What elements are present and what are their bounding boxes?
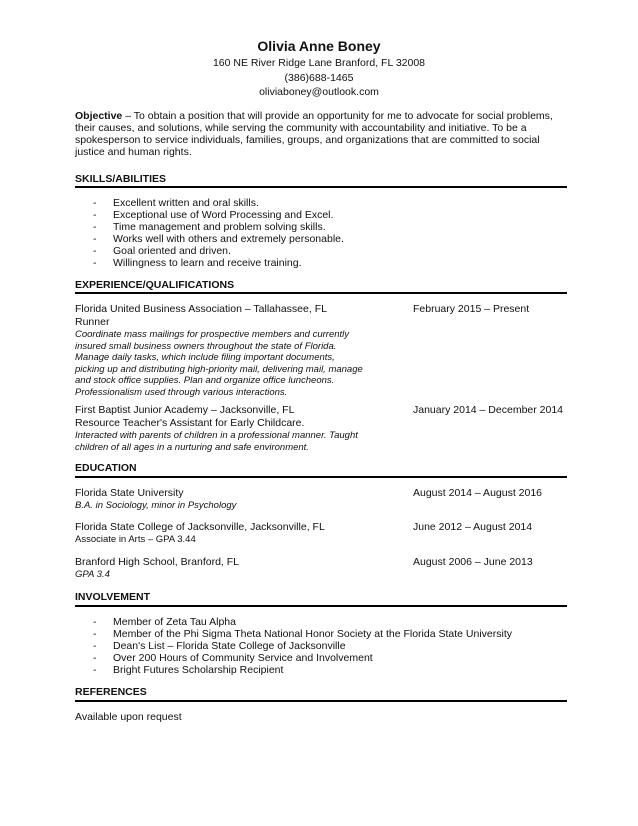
job-details: Interacted with parents of children in a professional manner. Taught children of all ages in a nurturing and safe environment.: [75, 430, 358, 453]
school-detail: GPA 3.4: [75, 569, 110, 580]
section-divider: [75, 292, 567, 294]
involvement-text: Member of the Phi Sigma Theta National Honor Society at the Florida State University: [113, 628, 512, 640]
bullet-dash: -: [93, 221, 97, 233]
job-entry: [75, 303, 567, 398]
school-name: Branford High School, Branford, FL: [75, 556, 240, 568]
list-item: [93, 257, 344, 269]
section-divider: [75, 186, 567, 188]
list-item: [93, 616, 512, 628]
section-divider: [75, 476, 567, 478]
skill-text: Excellent written and oral skills.: [113, 197, 259, 209]
involvement-text: Bright Futures Scholarship Recipient: [113, 664, 284, 676]
school-date: August 2006 – June 2013: [413, 556, 533, 568]
school-name: Florida State University: [75, 487, 184, 499]
skill-text: Time management and problem solving skills.: [113, 221, 326, 233]
job-date: January 2014 – December 2014: [413, 404, 564, 416]
education-entry: [75, 521, 567, 546]
objective-text: – To obtain a position that will provide an opportunity for me to advocate for social problems, their causes, and solutions, while serving the community with accountability and initiative. To be a spokesperson to service individuals, families, groups, and organizations that are committed to social justice and human rights.: [75, 110, 553, 158]
list-item: [93, 640, 512, 652]
skill-text: Willingness to learn and receive training.: [113, 257, 302, 269]
job-date: February 2015 – Present: [413, 303, 530, 315]
list-item: [93, 233, 344, 245]
school-detail: Associate in Arts – GPA 3.44: [75, 534, 196, 545]
section-title-skills: SKILLS/ABILITIES: [75, 173, 167, 185]
list-item: [93, 197, 344, 209]
school-date: August 2014 – August 2016: [413, 487, 543, 499]
bullet-dash: -: [93, 628, 97, 640]
bullet-dash: -: [93, 616, 97, 628]
phone-number: (386)688-1465: [284, 72, 354, 84]
job-entry: [75, 404, 567, 453]
bullet-dash: -: [93, 233, 97, 245]
job-role: Resource Teacher's Assistant for Early Childcare.: [75, 417, 305, 429]
job-organization: First Baptist Junior Academy – Jacksonville, FL: [75, 404, 295, 416]
involvement-list: [93, 616, 512, 676]
school-date: June 2012 – August 2014: [413, 521, 533, 533]
objective-label: Objective: [75, 110, 123, 122]
bullet-dash: -: [93, 664, 97, 676]
bullet-dash: -: [93, 257, 97, 269]
objective-paragraph: [75, 110, 560, 158]
list-item: [93, 664, 512, 676]
job-role: Runner: [75, 316, 110, 328]
education-entry: [75, 487, 567, 512]
skill-text: Works well with others and extremely personable.: [113, 233, 344, 245]
job-details: Coordinate mass mailings for prospective members and currently insured small business owners throughout the state of Florida. Manage daily tasks, which include filing important documents, picking up and distributing high-priority mail, delivering mail, manage and stock office supplies. Plan and organize office luncheons. Professionalism used through various interactions.: [75, 329, 363, 398]
list-item: [93, 245, 344, 257]
section-title-references: REFERENCES: [75, 686, 147, 698]
section-title-experience: EXPERIENCE/QUALIFICATIONS: [75, 279, 235, 291]
bullet-dash: -: [93, 197, 97, 209]
resume-name: Olivia Anne Boney: [257, 38, 381, 54]
address: 160 NE River Ridge Lane Branford, FL 32008: [212, 57, 426, 69]
section-title-education: EDUCATION: [75, 462, 137, 474]
school-detail: B.A. in Sociology, minor in Psychology: [75, 500, 237, 511]
list-item: [93, 652, 512, 664]
job-organization: Florida United Business Association – Tallahassee, FL: [75, 303, 327, 315]
skill-text: Exceptional use of Word Processing and Excel.: [113, 209, 334, 221]
bullet-dash: -: [93, 652, 97, 664]
list-item: [93, 221, 344, 233]
references-text: Available upon request: [75, 711, 182, 723]
list-item: [93, 628, 512, 640]
section-title-involvement: INVOLVEMENT: [75, 591, 151, 603]
bullet-dash: -: [93, 245, 97, 257]
section-divider: [75, 605, 567, 607]
involvement-text: Member of Zeta Tau Alpha: [113, 616, 236, 628]
skills-list: [93, 197, 344, 269]
education-entry: [75, 556, 567, 581]
skill-text: Goal oriented and driven.: [113, 245, 231, 257]
involvement-text: Over 200 Hours of Community Service and Involvement: [113, 652, 373, 664]
list-item: [93, 209, 344, 221]
section-divider: [75, 700, 567, 702]
involvement-text: Dean's List – Florida State College of Jacksonville: [113, 640, 346, 652]
bullet-dash: -: [93, 209, 97, 221]
bullet-dash: -: [93, 640, 97, 652]
school-name: Florida State College of Jacksonville, Jacksonville, FL: [75, 521, 325, 533]
email-address: oliviaboney@outlook.com: [259, 86, 379, 98]
